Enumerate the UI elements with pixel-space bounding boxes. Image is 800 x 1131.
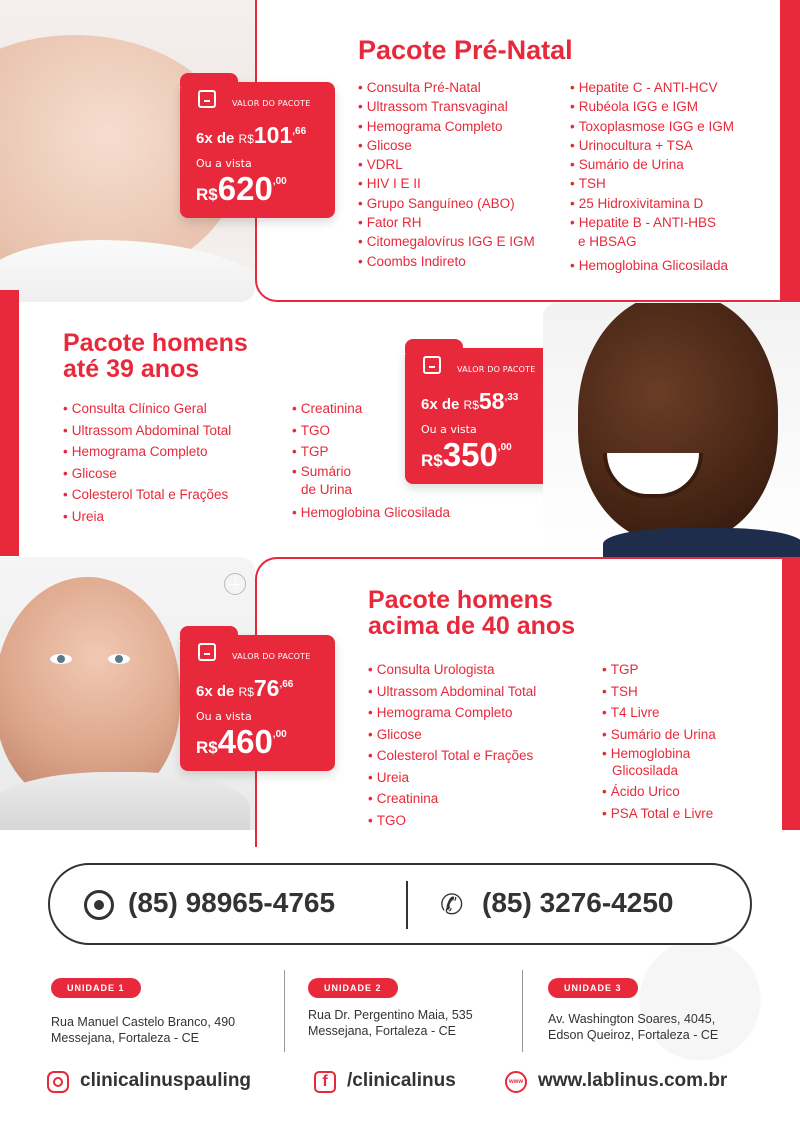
list-item: • TGO xyxy=(292,422,330,438)
list-item: • Glicose xyxy=(368,726,422,742)
unit-divider xyxy=(522,970,523,1052)
older-price-card xyxy=(180,635,335,771)
list-item: • Hemoglobina Glicosilada xyxy=(570,257,729,273)
cash-price: $R\$460^{,00}$ xyxy=(196,723,287,760)
list-item: • Consulta Pré-Natal xyxy=(358,80,481,95)
list-item: • Hemograma Completo xyxy=(368,705,513,720)
cash-label: Ou a vista xyxy=(196,710,252,723)
contact-pill xyxy=(48,863,752,945)
list-item: • Creatinina xyxy=(368,791,439,806)
price-card-label: VALOR DO PACOTE xyxy=(232,652,311,661)
list-item: • Toxoplasmose IGG e IGM xyxy=(570,118,735,134)
price-card-label: VALOR DO PACOTE xyxy=(232,99,311,108)
crosshair-icon xyxy=(559,529,581,551)
list-item: de Urina xyxy=(301,481,353,497)
cash-label: Ou a vista xyxy=(421,423,477,436)
list-item: • Consulta Clínico Geral xyxy=(63,401,207,416)
list-item: • Sumário de Urina xyxy=(602,726,716,742)
list-item: • Hemoglobina xyxy=(602,746,691,761)
cash-price: $R\$620^{,00}$ xyxy=(196,170,287,207)
whatsapp-icon xyxy=(84,890,114,920)
list-item: • Rubéola IGG e IGM xyxy=(570,99,699,115)
older-title: Pacote homens acima de 40 anos xyxy=(368,586,576,641)
list-item: • Grupo Sanguíneo (ABO) xyxy=(358,195,515,211)
list-item: • Ureia xyxy=(368,769,409,785)
unit-1-address: Rua Manuel Castelo Branco, 490 Messejana, Fortaleza - CE xyxy=(51,1015,236,1045)
prenatal-exams-col2 xyxy=(570,78,734,275)
list-item: • Hemograma Completo xyxy=(63,444,208,460)
cash-price: $R\$350^{,00}$ xyxy=(421,436,512,473)
list-item: • Hemograma Completo xyxy=(358,118,503,134)
list-item: • Consulta Urologista xyxy=(368,662,495,677)
list-item: • T4 Livre xyxy=(602,705,660,720)
list-item: • Citomegalovírus IGG E IGM xyxy=(358,234,535,250)
list-item: • Ureia xyxy=(63,508,104,524)
list-item: • Ultrassom Abdominal Total xyxy=(368,683,537,699)
prenatal-red-bar xyxy=(782,0,800,302)
phone-number[interactable]: (85) 3276-4250 xyxy=(482,887,674,918)
list-item: • Hemoglobina Glicosilada xyxy=(292,504,451,520)
list-item: • Ultrassom Abdominal Total xyxy=(63,422,232,438)
facebook-handle[interactable]: /clinicalinus xyxy=(347,1070,456,1091)
young-exams-col1 xyxy=(63,398,231,528)
list-item: • HIV I E II xyxy=(358,176,421,192)
list-item: • TGO xyxy=(368,812,406,828)
unit-2-address: Rua Dr. Pergentino Maia, 535 Messejana, Fortaleza - CE xyxy=(308,1008,473,1038)
list-item: • Hepatite C - ANTI-HCV xyxy=(570,80,718,95)
list-item: • Glicose xyxy=(63,465,117,481)
list-item: • Ácido Urico xyxy=(602,784,680,799)
instagram-handle[interactable]: clinicalinuspauling xyxy=(80,1070,252,1091)
list-item: • Creatinina xyxy=(292,401,363,416)
whatsapp-number[interactable]: (85) 98965-4765 xyxy=(128,887,336,918)
installment-price: 6x de $R\$101^{,66}$ xyxy=(196,122,307,148)
list-item: • Ultrassom Transvaginal xyxy=(358,99,508,115)
list-item: • TSH xyxy=(602,683,638,699)
list-item: • Sumário de Urina xyxy=(570,157,684,173)
crosshair-icon xyxy=(224,573,246,595)
list-item: • Coombs Indireto xyxy=(358,253,466,269)
instagram-icon xyxy=(47,1071,69,1093)
list-item: e HBSAG xyxy=(578,234,637,250)
installment-price: 6x de $R\$58^{,33}$ xyxy=(421,388,519,414)
price-card-label: VALOR DO PACOTE xyxy=(457,365,536,374)
clipboard-icon xyxy=(198,90,216,108)
young-title: Pacote homens até 39 anos xyxy=(63,329,248,384)
older-red-bar xyxy=(782,557,800,830)
older-exams-col2 xyxy=(602,659,716,824)
facebook-icon: f xyxy=(314,1071,336,1093)
list-item: Glicosilada xyxy=(612,763,679,778)
young-man-photo xyxy=(543,303,800,557)
young-red-bar xyxy=(0,290,19,556)
list-item: • TGP xyxy=(292,444,329,460)
list-item: • Sumário xyxy=(292,463,352,479)
clipboard-icon xyxy=(198,643,216,661)
list-item: • 25 Hidroxivitamina D xyxy=(570,195,704,211)
list-item: • Colesterol Total e Frações xyxy=(368,748,534,763)
list-item: • Colesterol Total e Frações xyxy=(63,487,229,503)
unit-3-badge: UNIDADE 3 xyxy=(548,978,638,998)
list-item: • TSH xyxy=(570,176,606,192)
list-item: • Urinocultura + TSA xyxy=(570,137,693,153)
older-exams-col1 xyxy=(368,659,536,831)
prenatal-price-card xyxy=(180,82,335,218)
clipboard-icon xyxy=(423,356,441,374)
unit-1-badge: UNIDADE 1 xyxy=(51,978,141,998)
list-item: • Fator RH xyxy=(358,215,422,231)
globe-icon: www xyxy=(505,1071,527,1093)
unit-2-badge: UNIDADE 2 xyxy=(308,978,398,998)
website-link[interactable]: www.lablinus.com.br xyxy=(538,1070,728,1091)
list-item: • Hepatite B - ANTI-HBS xyxy=(570,215,717,231)
installment-price: 6x de $R\$76^{,66}$ xyxy=(196,675,294,701)
unit-divider xyxy=(284,970,285,1052)
prenatal-exams-col1 xyxy=(358,78,535,271)
list-item: • PSA Total e Livre xyxy=(602,805,714,821)
list-item: • Glicose xyxy=(358,137,412,153)
contact-divider xyxy=(406,881,408,929)
list-item: • VDRL xyxy=(358,157,403,173)
list-item: • TGP xyxy=(602,662,639,677)
prenatal-title: Pacote Pré-Natal xyxy=(358,35,573,65)
young-price-card xyxy=(405,348,560,484)
cash-label: Ou a vista xyxy=(196,157,252,170)
phone-icon xyxy=(440,891,468,919)
unit-3-address: Av. Washington Soares, 4045, Edson Queiroz, Fortaleza - CE xyxy=(548,1012,719,1042)
